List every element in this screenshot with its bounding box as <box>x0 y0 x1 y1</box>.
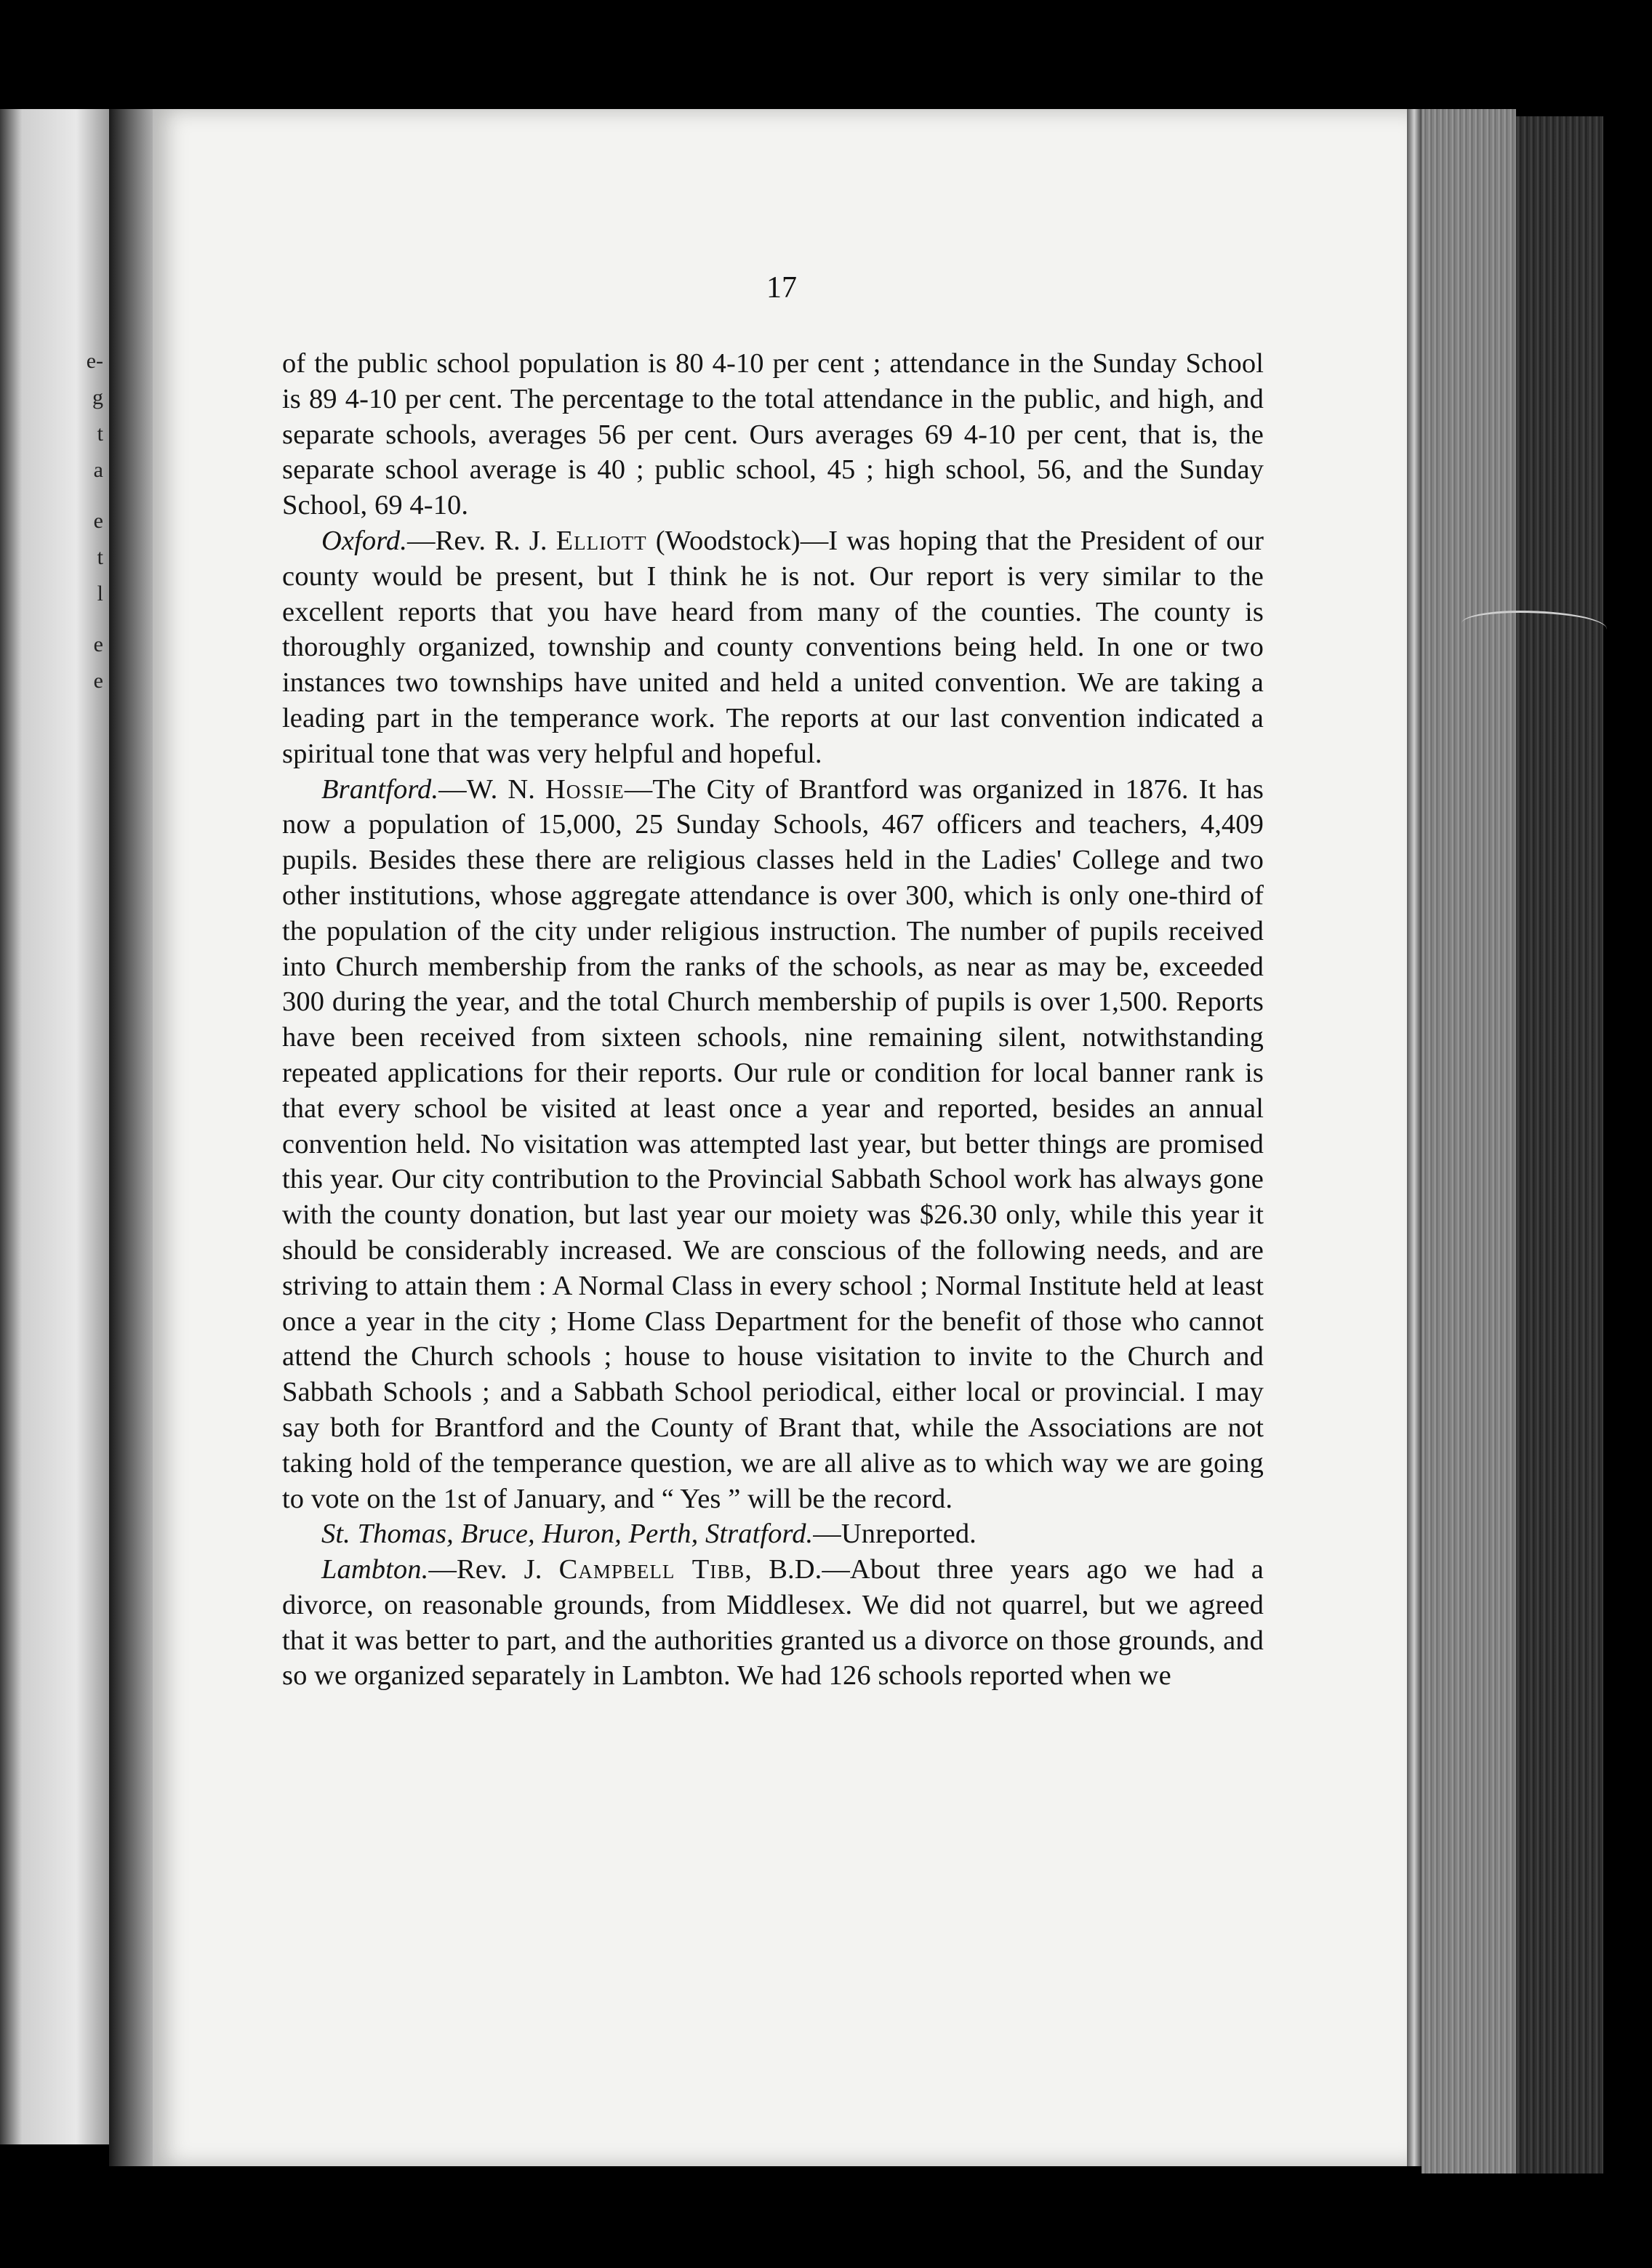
margin-fragment: e <box>93 669 103 693</box>
margin-fragment: t <box>97 422 103 446</box>
margin-fragment: g <box>92 385 103 409</box>
paragraph-text: of the public school population is 80 4-10 per cent ; attendance in the Sunday School is 89 4-10 per cent. The percentage to the total attendance in the public, and high, and separate schools, averages 56 per cent. Ours averages 69 4-10 per cent, that is, the separate school average is 40 ; public school, 45 ; high school, 56, and the Sunday School, 69 4-10. <box>282 348 1264 521</box>
paragraph-text: , B.D.—About three years ago we had a divorce, on reasonable grounds, from Middlesex. We did not quarrel, but we agreed that it was better to part, and the authorities granted us a divorce on those grounds, and so we organized separately in Lambton. We had 126 schools reported when we <box>282 1554 1264 1692</box>
margin-fragment: a <box>93 458 103 482</box>
page-fore-edge <box>1407 109 1422 2166</box>
county-name: Brantford. <box>321 773 439 805</box>
county-names: St. Thomas, Bruce, Huron, Perth, Stratford. <box>321 1519 814 1550</box>
paragraph-unreported <box>282 1516 1264 1552</box>
facing-page-edge <box>0 109 109 2144</box>
margin-fragment: e- <box>86 349 103 373</box>
margin-fragment: e <box>93 509 103 533</box>
margin-fragment: t <box>97 545 103 569</box>
speaker-name: Hossie <box>545 773 625 805</box>
county-name: Lambton. <box>321 1554 429 1585</box>
paragraph-lambton <box>282 1552 1264 1694</box>
paragraph-text: (Woodstock)—I was hoping that the President of our county would be present, but I think he is not. Our report is very similar to the excellent reports that you have heard from many of the counties. The county is thoroughly organized, township and county conventions being held. In one or two instances two townships have united and held a united convention. We are taking a leading part in the temperance work. The reports at our last convention indicated a spiritual tone that was very helpful and hopeful. <box>282 525 1264 769</box>
paragraph-text: —Unreported. <box>813 1519 977 1550</box>
speaker-prefix: —Rev. R. J. <box>406 525 556 556</box>
margin-fragment: e <box>93 632 103 656</box>
speaker-name: Elliott <box>556 525 647 556</box>
speaker-name: Campbell Tibb <box>558 1554 745 1585</box>
page-number: 17 <box>766 271 797 305</box>
paragraph-oxford <box>282 523 1264 772</box>
margin-fragment: l <box>97 582 103 606</box>
speaker-prefix: —Rev. J. <box>428 1554 559 1585</box>
page-stack <box>1422 109 1516 2174</box>
paragraph-text: —The City of Brantford was organized in 1876. It has now a population of 15,000, 25 Sunday Schools, 467 officers and teachers, 4,409 pupils. Besides these there are religious classes held in the Ladies' College and two other institutions, whose aggregate attendance is over 300, which is only one-third of the population of the city under religious instruction. The number of pupils received into Church membership from the ranks of the schools, as near as may be, exceeded 300 during the year, and the total Church membership of pupils is over 1,500. Reports have been received from sixteen schools, nine remaining silent, notwithstanding repeated applications for their reports. Our rule or condition for local banner rank is that every school be visited at least once a year and reported, besides an annual convention held. No visitation was attempted last year, but better things are promised this year. Our city contribution to the Provincial Sabbath School work has always gone with the county donation, but last year our moiety was $26.30 only, while this year it should be considerably increased. We are conscious of the following needs, and are striving to attain them : A Normal Class in every school ; Normal Institute held at least once a year in the city ; Home Class Department for the benefit of those who cannot attend the Church schools ; house to house visitation to invite to the Church and Sabbath Schools ; and a Sabbath School periodical, either local or provincial. I may say both for Brantford and the County of Brant that, while the Associations are not taking hold of the temperance question, we are all alive as to which way we are going to vote on the 1st of January, and “ Yes ” will be the record. <box>282 773 1264 1514</box>
paragraph-brantford <box>282 772 1264 1517</box>
county-name: Oxford. <box>321 525 407 556</box>
book-page <box>153 109 1411 2166</box>
paragraph-continued <box>282 346 1264 523</box>
speaker-prefix: —W. N. <box>438 773 545 805</box>
page-stack-shadow <box>1516 116 1603 2174</box>
page-body <box>282 346 1264 1694</box>
